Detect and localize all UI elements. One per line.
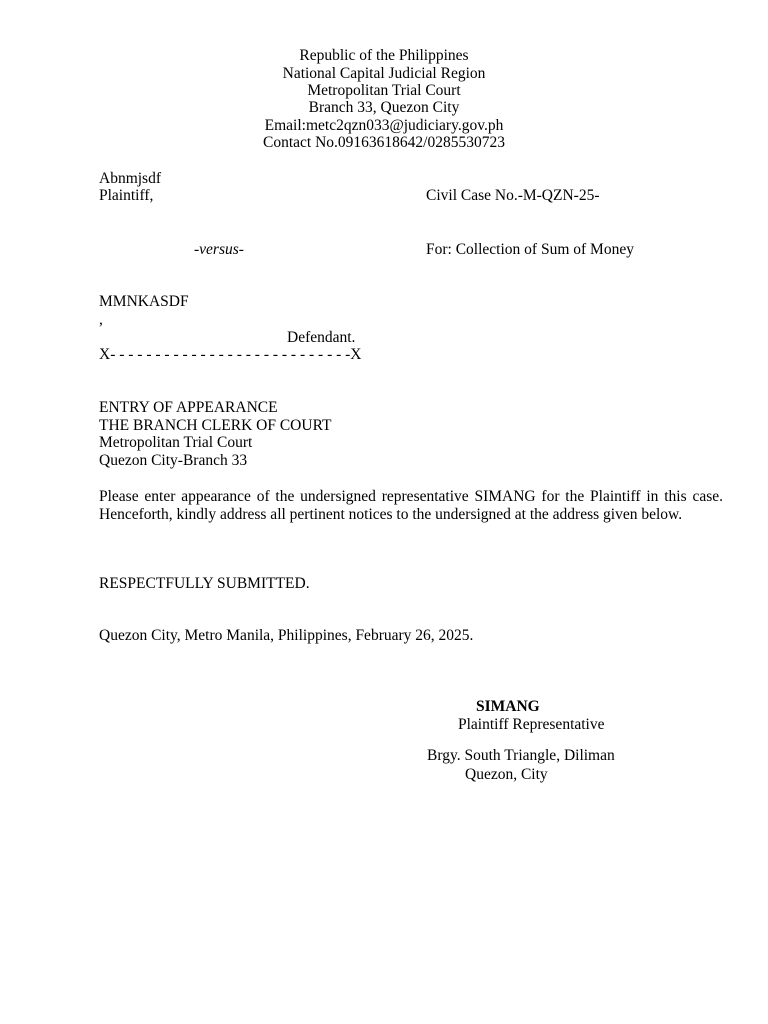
signatory-address-1: Brgy. South Triangle, Diliman bbox=[427, 747, 615, 764]
header-line-republic: Republic of the Philippines bbox=[299, 47, 469, 64]
signatory-role: Plaintiff Representative bbox=[458, 716, 605, 733]
defendant-comma: , bbox=[99, 311, 103, 328]
document-title: ENTRY OF APPEARANCE bbox=[99, 399, 278, 416]
signatory-address-2: Quezon, City bbox=[465, 766, 548, 783]
closing-statement: RESPECTFULLY SUBMITTED. bbox=[99, 575, 310, 592]
civil-case-number: Civil Case No.-M-QZN-25- bbox=[426, 187, 600, 204]
header-line-region: National Capital Judicial Region bbox=[282, 65, 486, 82]
body-paragraph: Please enter appearance of the undersigned representative SIMANG for the Plaintiff in this case. Henceforth, kindly address all pertinent notices to the undersigned at the address given below. bbox=[99, 488, 723, 523]
defendant-name: MMNKASDF bbox=[99, 293, 189, 310]
addressee-line-2: Metropolitan Trial Court bbox=[99, 434, 253, 451]
plaintiff-label: Plaintiff, bbox=[99, 187, 154, 204]
addressee-line-3: Quezon City-Branch 33 bbox=[99, 452, 248, 469]
place-and-date: Quezon City, Metro Manila, Philippines, February 26, 2025. bbox=[99, 627, 474, 644]
header-line-branch: Branch 33, Quezon City bbox=[308, 99, 460, 116]
plaintiff-name: Abnmjsdf bbox=[99, 170, 161, 187]
defendant-label: Defendant. bbox=[287, 329, 356, 346]
header-contact: Contact No.09163618642/0285530723 bbox=[263, 134, 505, 151]
addressee-line-1: THE BRANCH CLERK OF COURT bbox=[99, 417, 332, 434]
versus-label: -versus- bbox=[194, 241, 244, 258]
caption-separator: X- - - - - - - - - - - - - - - - - - - - - - - - - - -X bbox=[99, 346, 362, 363]
header-email: Email:metc2qzn033@judiciary.gov.ph bbox=[264, 117, 504, 134]
signatory-name: SIMANG bbox=[476, 698, 540, 715]
case-nature: For: Collection of Sum of Money bbox=[426, 241, 634, 258]
header-line-court: Metropolitan Trial Court bbox=[307, 82, 461, 99]
